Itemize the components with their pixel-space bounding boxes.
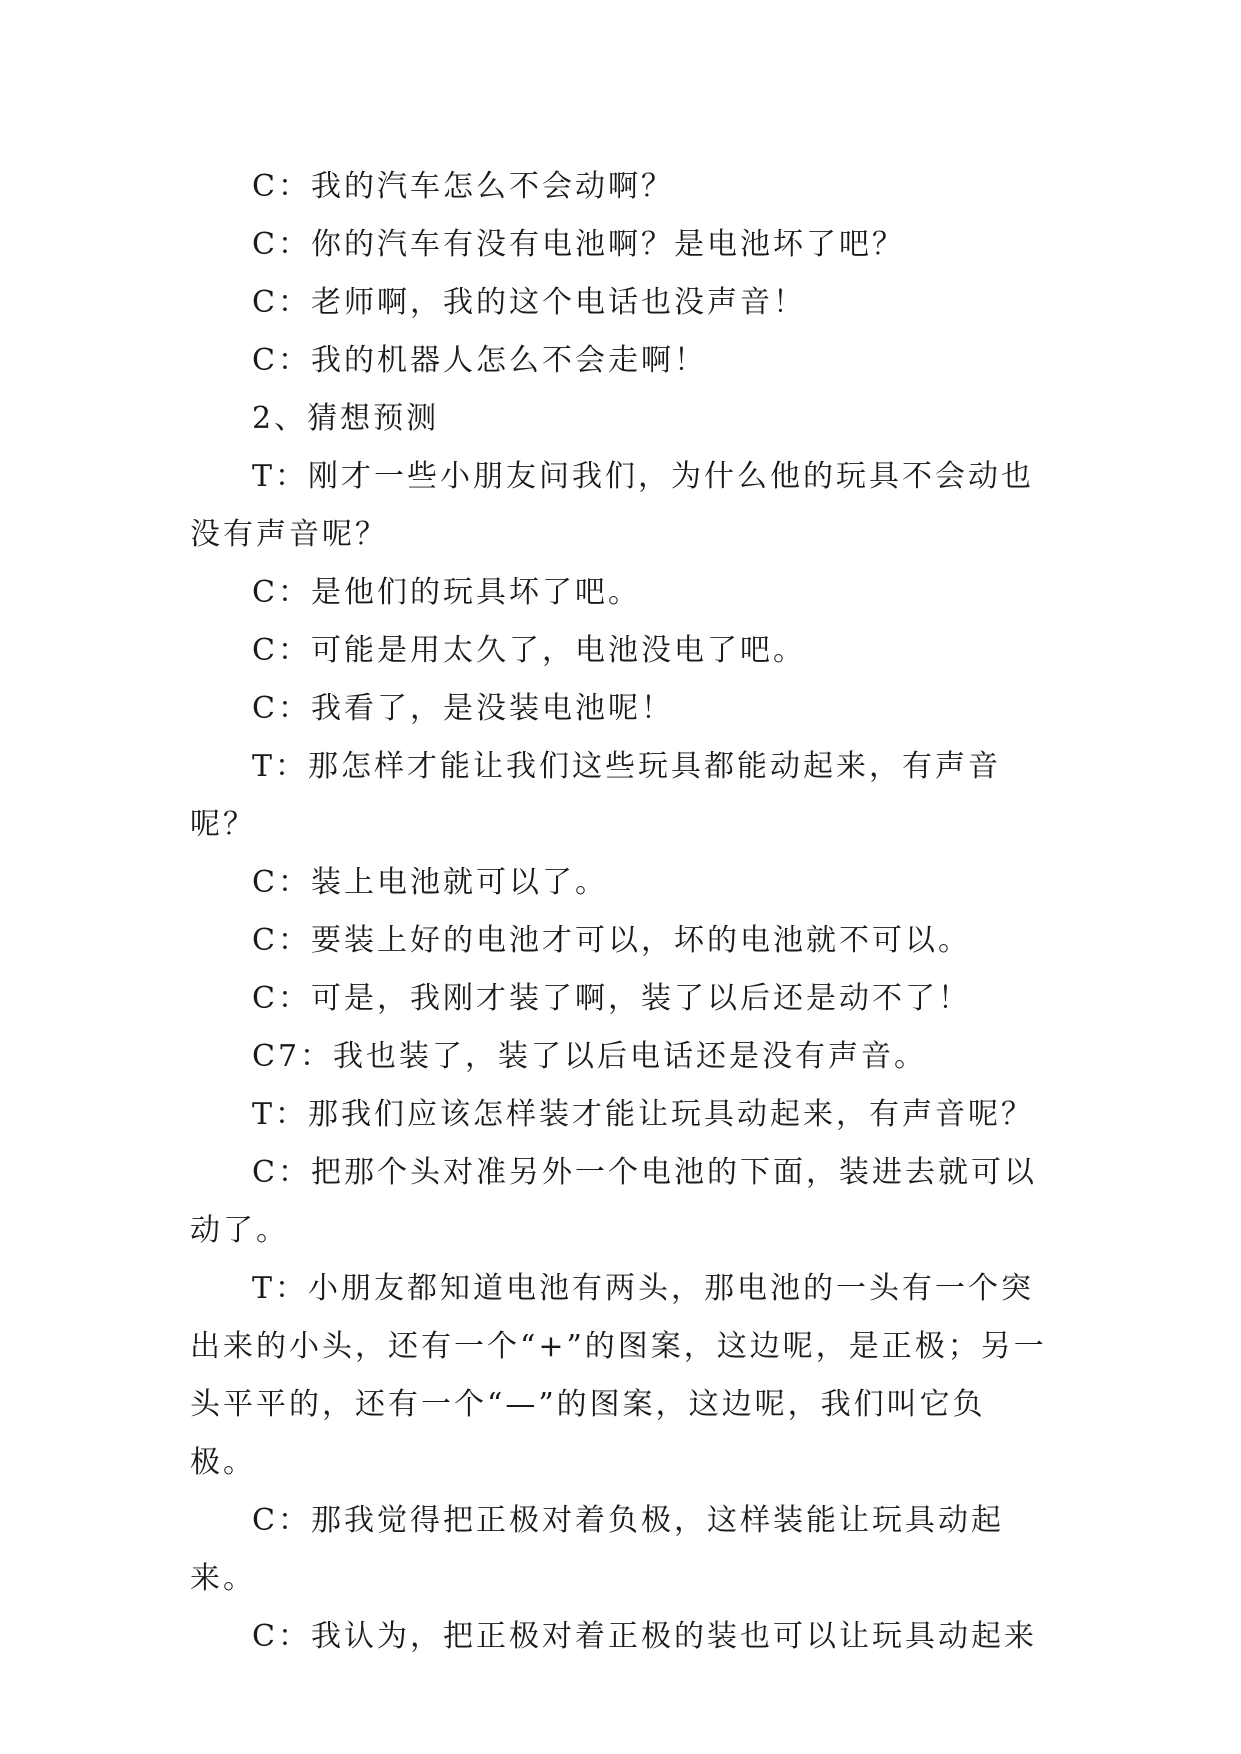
paragraph: C：你的汽车有没有电池啊？是电池坏了吧？ xyxy=(252,227,905,262)
paragraph: C：要装上好的电池才可以，坏的电池就不可以。 xyxy=(252,923,971,958)
paragraph: T：那我们应该怎样装才能让玩具动起来，有声音呢？ xyxy=(252,1097,1035,1132)
paragraph: C：我看了，是没装电池呢！ xyxy=(252,691,674,726)
paragraph: C：我的机器人怎么不会走啊！ xyxy=(252,343,707,378)
paragraph: C：我的汽车怎么不会动啊？ xyxy=(252,169,674,204)
paragraph: C：我认为，把正极对着正极的装也可以让玩具动起来 xyxy=(252,1619,1037,1654)
paragraph: C：可是，我刚才装了啊，装了以后还是动不了！ xyxy=(252,981,971,1016)
section-heading: 2、猜想预测 xyxy=(252,401,440,436)
paragraph: T：小朋友都知道电池有两头，那电池的一头有一个突出来的小头，还有一个“+”的图案，这边呢，是正极；另一头平平的，还有一个“—”的图案，这边呢，我们叫它负极。 xyxy=(190,1271,1047,1480)
paragraph: C：老师啊，我的这个电话也没声音！ xyxy=(252,285,806,320)
paragraph: C：把那个头对准另外一个电池的下面，装进去就可以动了。 xyxy=(190,1155,1037,1248)
paragraph: T：刚才一些小朋友问我们，为什么他的玩具不会动也没有声音呢？ xyxy=(190,459,1035,552)
paragraph: C：是他们的玩具坏了吧。 xyxy=(252,575,641,610)
paragraph: C7：我也装了，装了以后电话还是没有声音。 xyxy=(252,1039,928,1074)
paragraph: C：那我觉得把正极对着负极，这样装能让玩具动起来。 xyxy=(190,1503,1004,1596)
paragraph: C：可能是用太久了，电池没电了吧。 xyxy=(252,633,806,668)
paragraph: T：那怎样才能让我们这些玩具都能动起来，有声音呢？ xyxy=(190,749,1002,842)
paragraph: C：装上电池就可以了。 xyxy=(252,865,608,900)
document-body xyxy=(190,158,1050,1666)
